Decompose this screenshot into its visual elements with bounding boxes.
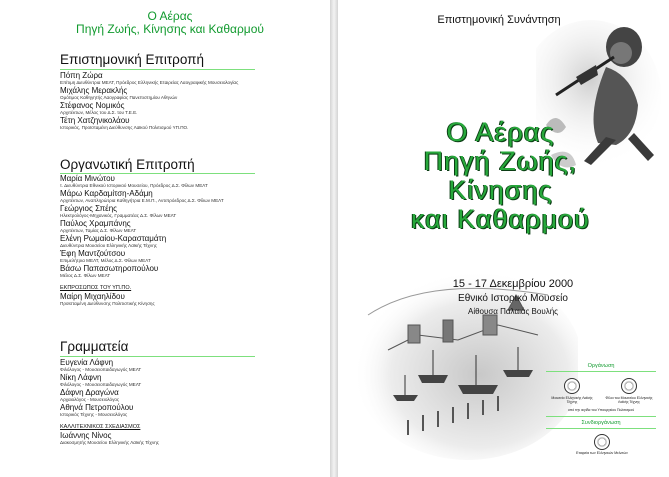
event-dates: 15 - 17 Δεκεμβρίου 2000 bbox=[452, 278, 574, 290]
member: Μαρία Μινώτου τ. Διευθύντρια Εθνικού Ιστορικού Μουσείου, Πρόεδρος Δ.Σ. Φίλων ΜΕΛΤ bbox=[60, 174, 208, 188]
friends-melt-logo-icon bbox=[621, 378, 637, 394]
member: Στέφανος Νομικός Αρχιτέκτων, Μέλος του Δ.Σ. του Τ.Ε.Ε. bbox=[60, 101, 138, 115]
art-design-label: ΚΑΛΛΙΤΕΧΝΙΚΟΣ ΣΧΕΔΙΑΣΜΟΣ bbox=[60, 424, 141, 430]
header-line-2: Πηγή Ζωής, Κίνησης και Καθαρμού bbox=[76, 22, 264, 36]
art-design-name: Ιωάννης Νίνος bbox=[60, 431, 112, 440]
ministry-rep-name: Μαίρη Μιχαηλίδου bbox=[60, 292, 125, 301]
member: Μιχάλης Μερακλής Ομότιμος Καθηγητής Λαογραφίας Πανεπιστημίου Αθηνών bbox=[60, 86, 178, 100]
society-logo-icon bbox=[594, 434, 610, 450]
member: Βάσω Παπασωτηροπούλου Μέλος Δ.Σ. Φίλων ΜΕΛΤ bbox=[60, 264, 159, 278]
member: Μάρω Καρδαμίτση-Αδάμη Αρχιτέκτων, Αναπληρώτρια Καθηγήτρια Ε.Μ.Π., Αντιπρόεδρος Δ.Σ. Φίλων ΜΕΛΤ bbox=[60, 189, 224, 203]
organization-label: Οργάνωση bbox=[587, 363, 615, 369]
left-page bbox=[0, 0, 330, 477]
secretariat-title-rule bbox=[60, 356, 255, 357]
org2-name: Φίλοι του Μουσείου Ελληνικής Λαϊκής Τέχνης bbox=[605, 396, 653, 404]
org1-name: Μουσείο Ελληνικής Λαϊκής Τέχνης bbox=[551, 396, 593, 404]
title-line: Ο Αέρας bbox=[446, 117, 555, 147]
scientific-members bbox=[60, 71, 325, 131]
member: Νίκη Λάφνη Φιλόλογος - Μουσειοπαιδαγωγός ΜΕΛΤ bbox=[60, 373, 142, 387]
title-line: και Καθαρμού bbox=[411, 204, 590, 234]
scientific-title-rule bbox=[60, 69, 255, 70]
member: Τέτη Χατζηνικολάου Ιστορικός, Προϊσταμένη Διεύθυνσης Λαϊκού Πολιτισμού ΥΠ.ΠΟ. bbox=[60, 116, 189, 130]
event-type: Επιστημονική Συνάντηση bbox=[437, 14, 561, 26]
organizing-members bbox=[60, 174, 325, 307]
title-line: Κίνησης bbox=[448, 175, 553, 205]
aegis-rule bbox=[546, 416, 656, 417]
cosponsor-rule bbox=[546, 428, 656, 429]
member: Πόπη Ζώρα Επίτιμη Διευθύντρια ΜΕΛΤ, Πρόεδρος Ελληνικής Εταιρείας Λαογραφικής Μουσειολογίας bbox=[60, 71, 239, 85]
art-design-role: Διακοσμητής Μουσείου Ελληνικής Λαϊκής Τέχνης bbox=[60, 440, 160, 445]
organization-rule bbox=[546, 371, 656, 372]
main-title bbox=[378, 118, 623, 234]
cosponsor-name: Εταιρεία των Ελληνικών Μελετών bbox=[576, 451, 628, 455]
member: Παύλος Χραμπάνης Αρχιτέκτων, Ταμίας Δ.Σ. Φίλων ΜΕΛΤ bbox=[60, 219, 137, 233]
ministry-aegis: υπό την αιγίδα του Υπουργείου Πολιτισμού bbox=[567, 408, 635, 412]
member: Έφη Μαντζούτσου Επιμελήτρια ΜΕΛΤ, Μέλος Δ.Σ. Φίλων ΜΕΛΤ bbox=[60, 249, 151, 263]
ministry-rep-role: Προϊσταμένη Διεύθυνσης Πολιτιστικής Κίνησης bbox=[60, 301, 155, 306]
melt-logo-icon bbox=[564, 378, 580, 394]
header-line-1: Ο Αέρας bbox=[147, 9, 193, 23]
secretariat-title: Γραμματεία bbox=[60, 339, 129, 354]
event-venue: Εθνικό Ιστορικό Μουσείο bbox=[458, 293, 568, 304]
event-hall: Αίθουσα Παλαιάς Βουλής bbox=[467, 307, 559, 316]
ministry-rep-label: ΕΚΠΡΟΣΩΠΟΣ ΤΟΥ ΥΠ.ΠΟ. bbox=[60, 285, 132, 291]
member: Γεώργιος Σπέης Ηλεκτρολόγος-Μηχανικός, Γραμματέας Δ.Σ. Φίλων ΜΕΛΤ bbox=[60, 204, 177, 218]
cosponsor-label: Συνδιοργάνωση bbox=[581, 420, 621, 426]
scientific-committee-title: Επιστημονική Επιτροπή bbox=[60, 52, 205, 67]
member: Ευγενία Λάφνη Φιλόλογος - Μουσειοπαιδαγωγός ΜΕΛΤ bbox=[60, 358, 142, 372]
title-line: Πηγή Ζωής, bbox=[423, 146, 578, 176]
member: Ελένη Ρωμαίου-Καρασταμάτη Διευθύντρια Μουσείου Ελληνικής Λαϊκής Τέχνης bbox=[60, 234, 167, 248]
page-gutter bbox=[330, 0, 338, 477]
right-page bbox=[338, 0, 669, 477]
organizing-committee-title: Οργανωτική Επιτροπή bbox=[60, 157, 195, 172]
member: Δάφνη Δραγώνα Αρχαιολόγος - Μουσειολόγος bbox=[60, 388, 120, 402]
member: Αθηνά Πετροπούλου Ιστορικός Τέχνης - Μουσειολόγος bbox=[60, 403, 134, 417]
secretariat-members bbox=[60, 358, 325, 446]
